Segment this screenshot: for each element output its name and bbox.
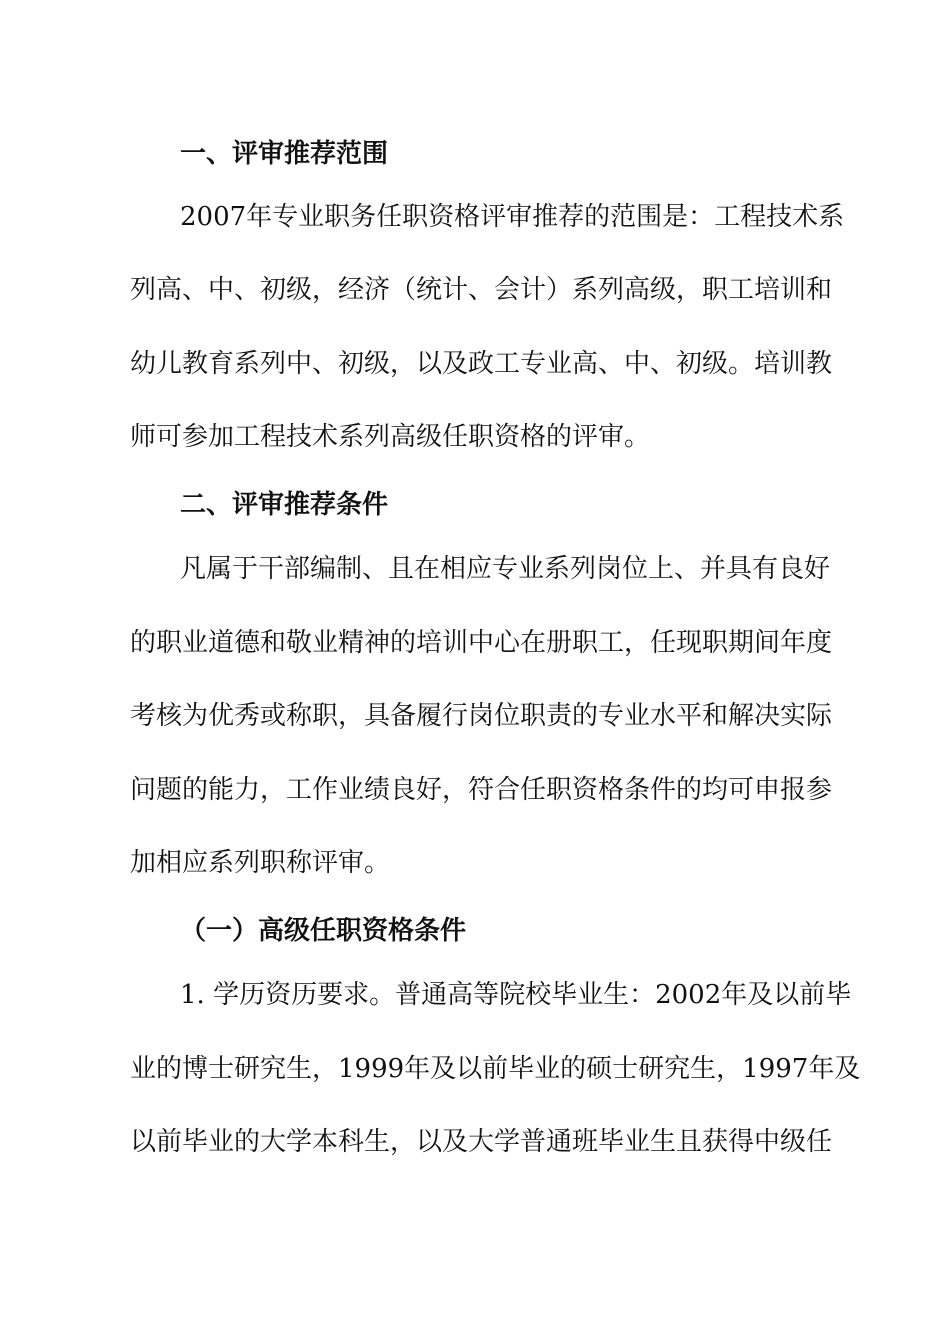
section1-line-3: 幼儿教育系列中、初级，以及政工专业高、中、初级。培训教 [130,349,833,379]
subsection1-line-2: 业的博士研究生，1999年及以前毕业的硕士研究生，1997年及 [130,1054,861,1084]
section2-line-1: 凡属于干部编制、且在相应专业系列岗位上、并具有良好 [180,554,831,584]
subsection1-line-1: 1. 学历资历要求。普通高等院校毕业生：2002年及以前毕 [180,980,852,1010]
section1-heading: 一、评审推荐范围 [180,139,389,169]
section2-heading: 二、评审推荐条件 [180,490,389,520]
subsection1-heading: （一）高级任职资格条件 [180,916,467,946]
section2-line-2: 的职业道德和敬业精神的培训中心在册职工，任现职期间年度 [130,628,833,658]
section1-line-4: 师可参加工程技术系列高级任职资格的评审。 [130,422,651,452]
section2-line-3: 考核为优秀或称职，具备履行岗位职责的专业水平和解决实际 [130,701,833,731]
section1-line-1: 2007年专业职务任职资格评审推荐的范围是：工程技术系 [180,202,845,232]
section2-line-5: 加相应系列职称评审。 [130,848,391,878]
section1-line-2: 列高、中、初级，经济（统计、会计）系列高级，职工培训和 [130,275,833,305]
section2-line-4: 问题的能力，工作业绩良好，符合任职资格条件的均可申报参 [130,775,833,805]
subsection1-line-3: 以前毕业的大学本科生，以及大学普通班毕业生且获得中级任 [130,1127,833,1157]
